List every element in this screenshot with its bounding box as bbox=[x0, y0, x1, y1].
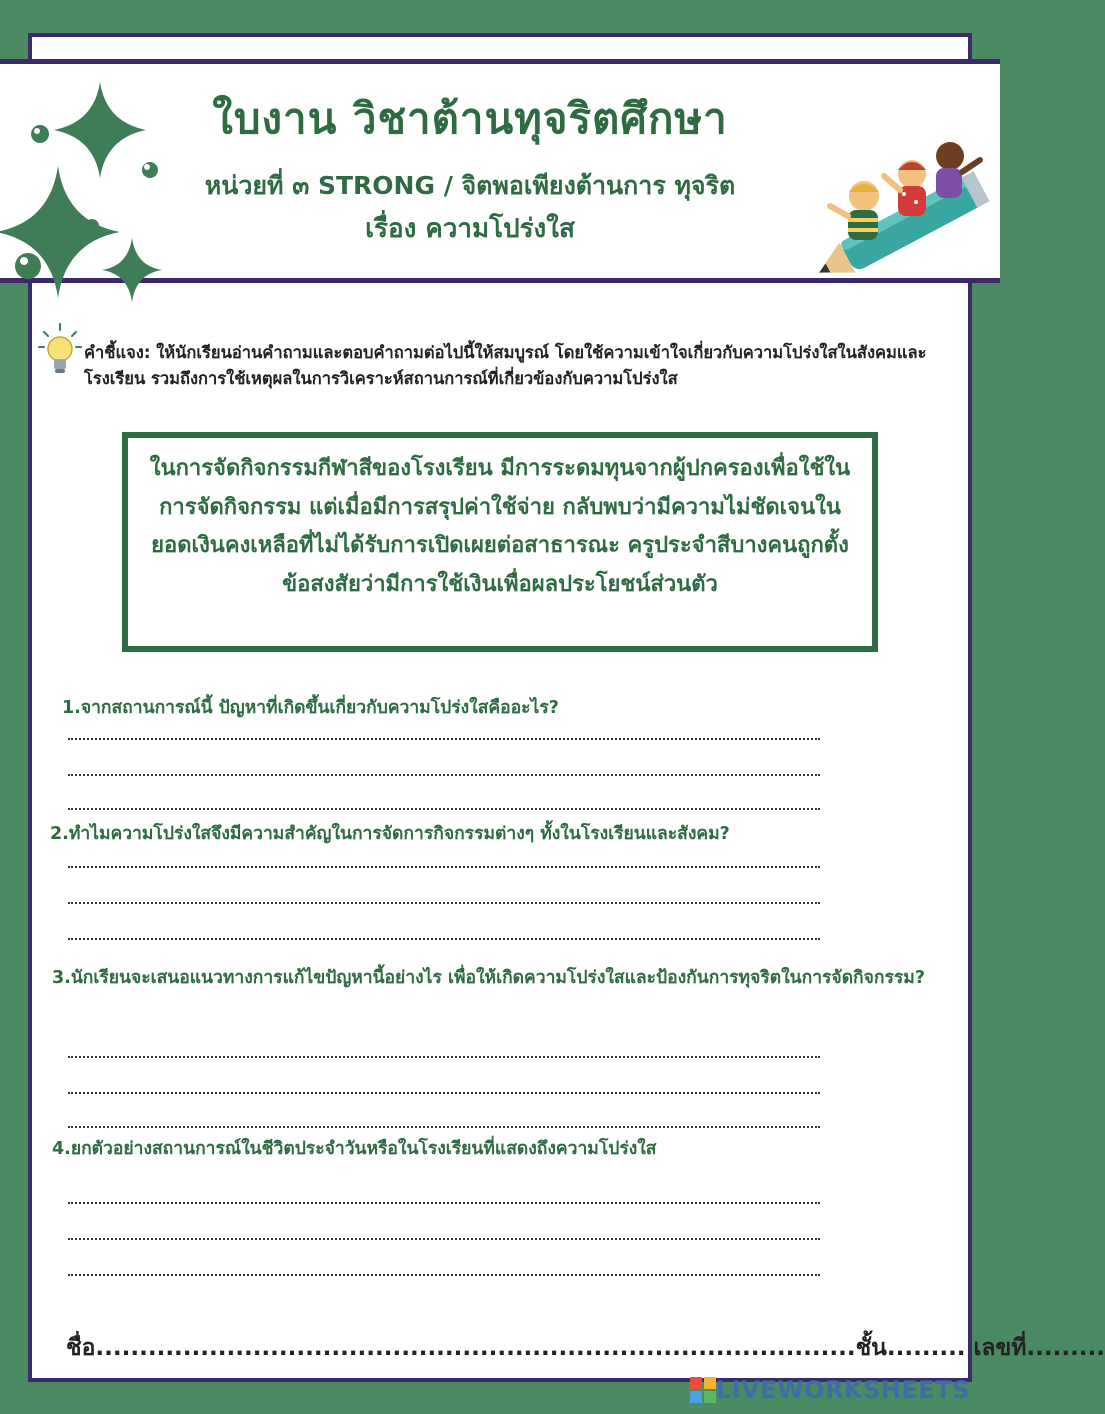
answer-line-3a[interactable] bbox=[68, 1056, 820, 1058]
light-bulb-icon bbox=[38, 322, 82, 382]
answer-line-2c[interactable] bbox=[68, 938, 820, 940]
answer-line-4b[interactable] bbox=[68, 1238, 820, 1240]
worksheet-title: ใบงาน วิชาต้านทุจริตศึกษา bbox=[212, 94, 728, 143]
top-strip bbox=[28, 33, 972, 59]
answer-line-2b[interactable] bbox=[68, 902, 820, 904]
scenario-text: ในการจัดกิจกรรมกีฬาสีของโรงเรียน มีการระดมทุนจากผู้ปกครองเพื่อใช้ในการจัดกิจกรรม แต่เมื่อมีการสรุปค่าใช้จ่าย กลับพบว่ามีความไม่ชัดเจนในยอดเงินคงเหลือที่ไม่ได้รับการเปิดเผยต่อสาธารณะ ครูประจำสีบางคนถูกตั้งข้อสงสัยว่ามีการใช้เงินเพื่อผลประโยชน์ส่วนตัว bbox=[149, 456, 851, 597]
question-3: 3.นักเรียนจะเสนอแนวทางการแก้ไขปัญหานี้อย่างไร เพื่อให้เกิดความโปร่งใสและป้องกันการทุจริตในการจัดกิจกรรม? bbox=[52, 968, 925, 988]
brand-text: LIVEWORKSHEETS bbox=[716, 1376, 970, 1404]
question-1: 1.จากสถานการณ์นี้ ปัญหาที่เกิดขึ้นเกี่ยวกับความโปร่งใสคืออะไร? bbox=[62, 698, 559, 718]
answer-line-3c[interactable] bbox=[68, 1126, 820, 1128]
answer-line-3b[interactable] bbox=[68, 1092, 820, 1094]
instruction-text: คำชี้แจง: ให้นักเรียนอ่านคำถามและตอบคำถามต่อไปนี้ให้สมบูรณ์ โดยใช้ความเข้าใจเกี่ยวกับความโปร่งใสในสังคมและโรงเรียน รวมถึงการใช้เหตุผลในการวิเคราะห์สถานการณ์ที่เกี่ยวข้องกับความโปร่งใส bbox=[84, 343, 927, 388]
question-4: 4.ยกตัวอย่างสถานการณ์ในชีวิตประจำวันหรือในโรงเรียนที่แสดงถึงความโปร่งใส bbox=[52, 1139, 657, 1159]
answer-line-1b[interactable] bbox=[68, 774, 820, 776]
answer-line-1a[interactable] bbox=[68, 738, 820, 740]
answer-line-4a[interactable] bbox=[68, 1202, 820, 1204]
question-2: 2.ทำไมความโปร่งใสจึงมีความสำคัญในการจัดการกิจกรรมต่างๆ ทั้งในโรงเรียนและสังคม? bbox=[50, 824, 730, 844]
liveworksheets-brand bbox=[690, 1375, 970, 1405]
name-class-number-line[interactable]: ชื่อ.......................................................................................ชั้น......... เลขที่......... bbox=[66, 1335, 1105, 1361]
answer-line-2a[interactable] bbox=[68, 866, 820, 868]
unit-subtitle: หน่วยที่ ๓ STRONG / จิตพอเพียงต้านการ ทุจริต bbox=[204, 171, 736, 200]
answer-line-1c[interactable] bbox=[68, 808, 820, 810]
topic-subtitle: เรื่อง ความโปร่งใส bbox=[365, 214, 575, 244]
liveworksheets-logo-icon bbox=[690, 1377, 716, 1403]
scenario-box bbox=[122, 432, 878, 652]
answer-line-4c[interactable] bbox=[68, 1274, 820, 1276]
